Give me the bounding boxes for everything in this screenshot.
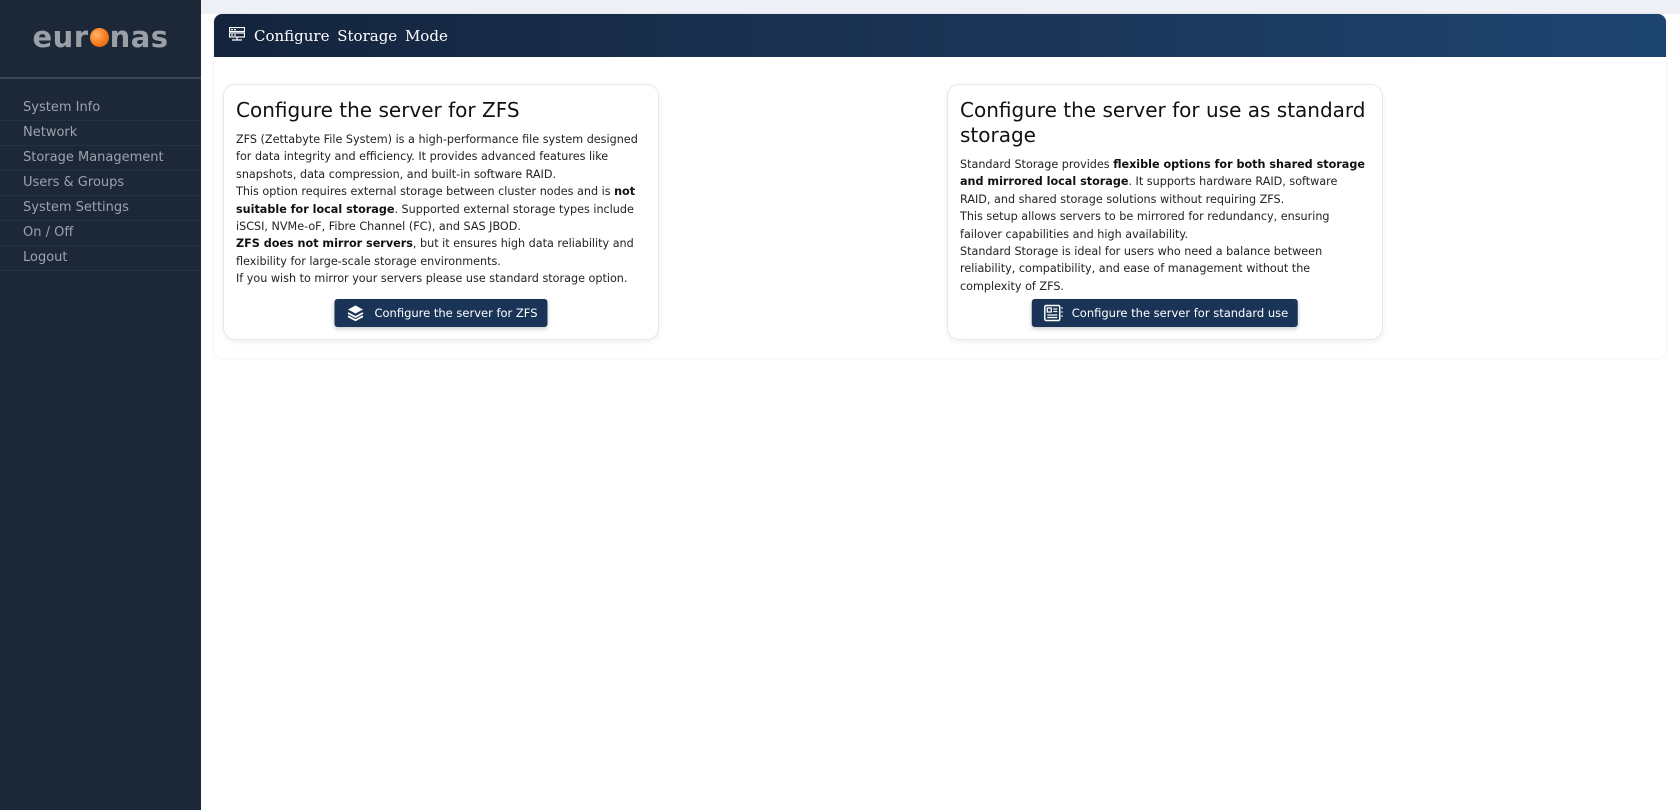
standard-paragraph-3: Standard Storage is ideal for users who need a balance between reliability, compatibility, and ease of management without the complexity of ZFS. (960, 245, 1323, 293)
standard-paragraph-2: This setup allows servers to be mirrored for redundancy, ensuring failover capabilities and high availability. (960, 210, 1330, 241)
logo-prefix: eur (32, 19, 89, 54)
zfs-paragraph-2: This option requires external storage between cluster nodes and is (236, 185, 615, 199)
sidebar-nav (0, 79, 201, 271)
zfs-paragraph-3: , but it ensures high data reliability and flexibility for large-scale storage environments. (236, 237, 634, 268)
zfs-card-title: Configure the server for ZFS (236, 98, 520, 122)
zfs-paragraph-4: If you wish to mirror your servers please use standard storage option. (236, 272, 628, 286)
zfs-paragraph-1: ZFS (Zettabyte File System) is a high-performance file system designed for data integrity and efficiency. It provides advanced features like snapshots, data compression, and built-in software RAID. (236, 133, 638, 181)
top-strip (201, 0, 1680, 14)
sidebar-item-users-groups[interactable]: Users & Groups (0, 171, 201, 196)
logo[interactable] (0, 0, 201, 79)
zfs-description (236, 131, 646, 288)
zfs-paragraph-2-emphasis: not suitable for local storage (236, 185, 636, 216)
configure-standard-button[interactable] (1032, 299, 1298, 327)
sidebar-item-on-off[interactable]: On / Off (0, 221, 201, 246)
zfs-card (223, 84, 659, 340)
standard-paragraph-1-end: . It supports hardware RAID, software RAID, and shared storage solutions without requiring ZFS. (960, 175, 1338, 206)
logo-wordmark (32, 20, 168, 54)
layers-icon (346, 304, 364, 322)
standard-description (960, 156, 1370, 295)
zfs-paragraph-3-emphasis: ZFS does not mirror servers (236, 237, 413, 251)
sidebar-item-system-info[interactable]: System Info (0, 96, 201, 121)
page-title: Configure Storage Mode (254, 26, 448, 45)
zfs-paragraph-2-end: . Supported external storage types include iSCSI, NVMe-oF, Fibre Channel (FC), and SAS JBOD. (236, 202, 634, 234)
sidebar-item-logout[interactable]: Logout (0, 246, 201, 271)
sidebar-item-storage-management[interactable]: Storage Management (0, 146, 201, 171)
server-stack-icon (229, 26, 245, 45)
sidebar-item-network[interactable]: Network (0, 121, 201, 146)
panel-header (214, 14, 1666, 57)
configure-zfs-button-label: Configure the server for ZFS (374, 306, 538, 320)
standard-paragraph-1-emphasis: flexible options for both shared storage and mirrored local storage (960, 158, 1365, 189)
configure-standard-button-label: Configure the server for standard use (1071, 306, 1289, 320)
storage-mode-panel (214, 14, 1666, 358)
logo-dot-icon (90, 28, 109, 47)
standard-storage-card (947, 84, 1383, 340)
storage-panel-icon (1044, 304, 1064, 322)
sidebar-item-system-settings[interactable]: System Settings (0, 196, 201, 221)
logo-suffix: nas (109, 19, 169, 54)
sidebar (0, 0, 201, 810)
standard-card-title: Configure the server for use as standard storage (960, 98, 1366, 147)
standard-paragraph-1: Standard Storage provides (960, 158, 1114, 171)
configure-zfs-button[interactable] (334, 299, 547, 327)
